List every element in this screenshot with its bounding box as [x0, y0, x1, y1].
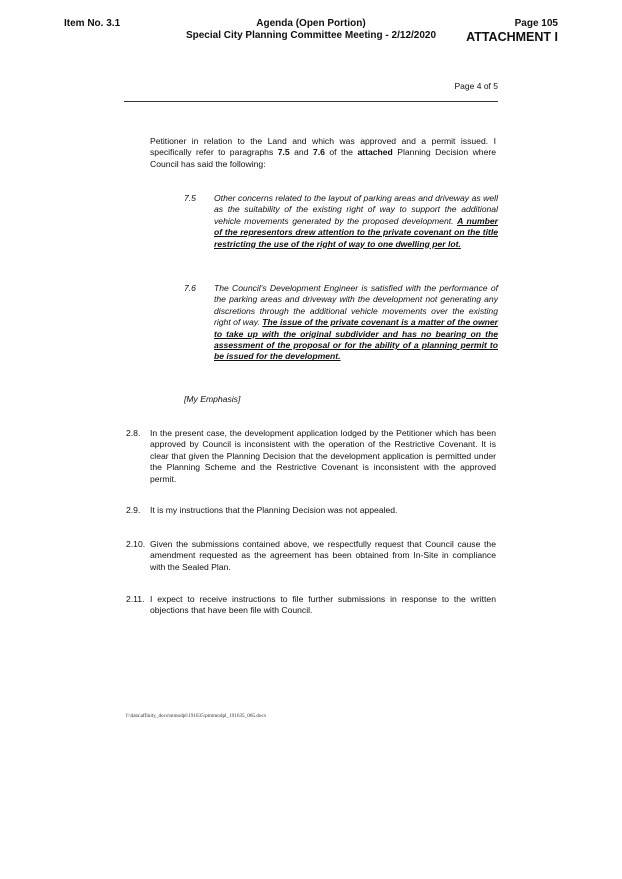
- quote-emphasis: The issue of the private covenant is a matter of the owner to take up with the original subdivider and has no bearing on the assessment of the proposal or for the ability of a planning permit to be issued for the development.: [214, 317, 498, 362]
- intro-of-the: of the: [324, 147, 358, 158]
- paragraph-2-8: [126, 428, 496, 485]
- item-number: Item No. 3.1: [64, 18, 121, 29]
- meeting-title: Special City Planning Committee Meeting - 2/12/2020: [185, 30, 437, 41]
- quote-emphasis: A number of the representors drew attention to the private covenant on the title restricting the use of the right of way to one dwelling per lot.: [214, 215, 498, 249]
- intro-text-2: Planning Decision where Council has said the following:: [150, 147, 496, 169]
- quote-text: Other concerns related to the layout of parking areas and driveway as well as the suitability of the existing right of way to support the additional vehicle movements generated by the proposed development.: [214, 193, 498, 226]
- intro-text-1: Petitioner in relation to the Land and which was approved and a permit issued. I specifically refer to paragraphs: [150, 136, 496, 158]
- agenda-header: [150, 18, 472, 42]
- paragraph-number: 2.8.: [126, 428, 141, 438]
- page-indicator: Page 4 of 5: [454, 81, 498, 91]
- attached-word: attached: [357, 147, 393, 158]
- my-emphasis-note: [My Emphasis]: [184, 394, 241, 404]
- page-header: [466, 18, 558, 44]
- quote-number: 7.5: [184, 193, 196, 203]
- quote-body: [214, 283, 498, 363]
- paragraph-number: 2.10.: [126, 539, 146, 549]
- paragraph-text: I expect to receive instructions to file further submissions in response to the written objections that have been file with Council.: [150, 594, 496, 616]
- paragraph-number: 2.9.: [126, 505, 141, 515]
- quote-number: 7.6: [184, 283, 196, 293]
- paragraph-2-11: [126, 594, 496, 617]
- agenda-title: Agenda (Open Portion): [256, 18, 366, 29]
- attachment-label: ATTACHMENT I: [466, 30, 558, 44]
- quote-7-6: [184, 283, 498, 363]
- intro-and: and: [289, 147, 313, 158]
- paragraph-text: It is my instructions that the Planning Decision was not appealed.: [150, 505, 398, 515]
- file-path-footer: f:\data\affinity_docs\mmodpl\191635\pimmodpl_191635_065.docx: [126, 713, 267, 719]
- header-divider: [124, 101, 498, 102]
- paragraph-2-10: [126, 539, 496, 573]
- paragraph-2-9: [126, 505, 496, 516]
- quote-text: The Council's Development Engineer is satisfied with the performance of the parking areas and driveway with the development not generating any discretions through the additional vehicle movements over the existing right of way.: [214, 283, 498, 328]
- intro-paragraph: [150, 136, 496, 170]
- quote-body: [214, 193, 498, 250]
- ref-7-5: 7.5: [277, 147, 290, 158]
- ref-7-6: 7.6: [312, 147, 325, 158]
- paragraph-text: Given the submissions contained above, we respectfully request that Council cause the amendment requested as the agreement has been obtained from In-Site in compliance with the Sealed Plan.: [150, 539, 496, 572]
- paragraph-number: 2.11.: [126, 594, 145, 604]
- quote-7-5: [184, 193, 498, 250]
- page-number: Page 105: [514, 18, 558, 29]
- paragraph-text: In the present case, the development application lodged by the Petitioner which has been approved by Council is inconsistent with the operation of the Restrictive Covenant. It is clear that given the Planning Decision that the development application is permitted under the Planning Scheme and the Restrictive Covenant is inconsistent with the approved permit.: [150, 428, 496, 484]
